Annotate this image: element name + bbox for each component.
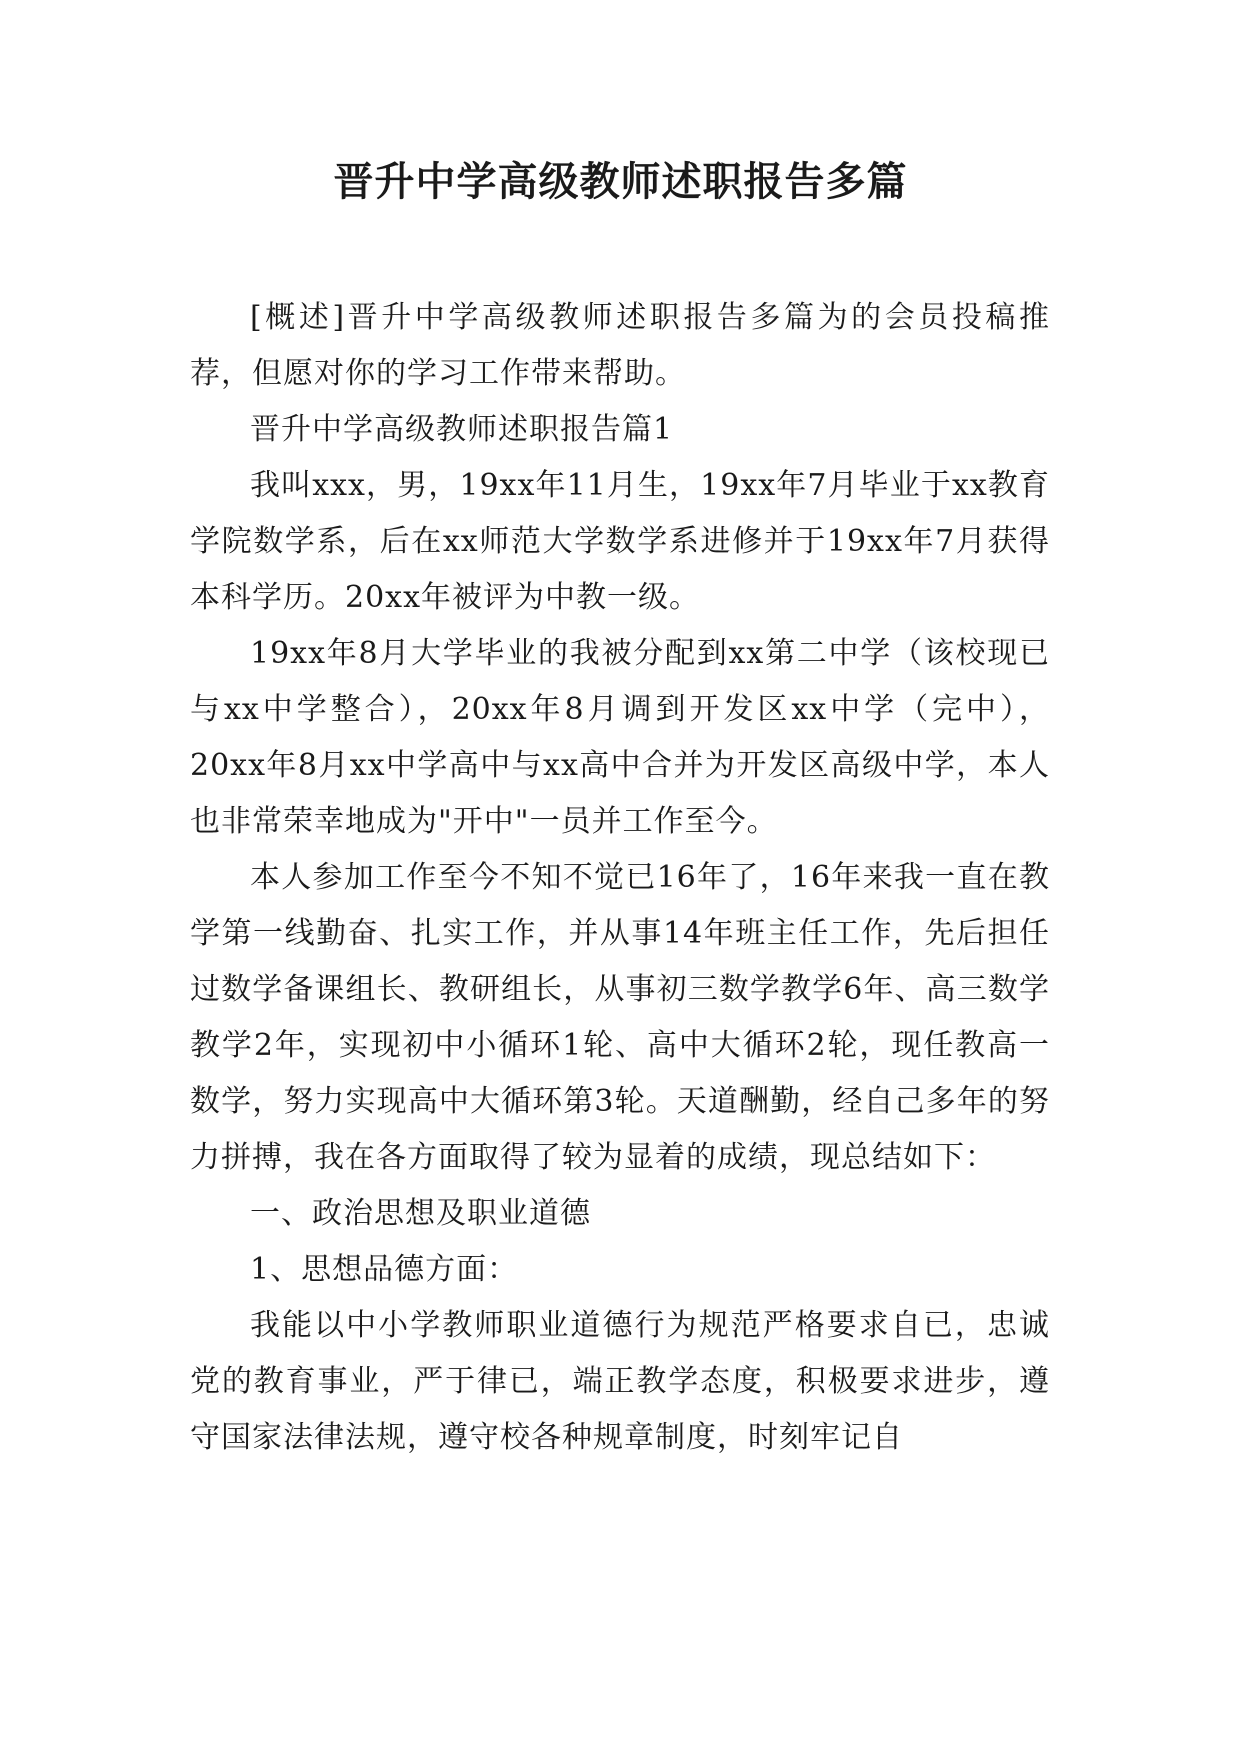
subheading-moral-character: 1、思想品德方面： [250,1252,519,1287]
paragraph-personal-info: 我叫xxx，男，19xx年11月生，19xx年7月毕业于xx教育学院数学系，后在xx师范大学数学系进修并于19xx年7月获得本科学历。20xx年被评为中教一级。 [190,468,1050,615]
document-title: 晋升中学高级教师述职报告多篇 [333,159,908,205]
paragraph-moral-character: 我能以中小学教师职业道德行为规范严格要求自已，忠诚党的教育事业，严于律已，端正教学态度，积极要求进步，遵守国家法律法规，遵守校各种规章制度，时刻牢记自 [190,1308,1050,1455]
paragraph-summary: [概述]晋升中学高级教师述职报告多篇为的会员投稿推荐，但愿对你的学习工作带来帮助。 [190,300,1050,391]
section-heading-part1: 晋升中学高级教师述职报告篇1 [250,412,674,447]
document-body [190,290,1050,1466]
paragraph-achievements: 本人参加工作至今不知不觉已16年了，16年来我一直在教学第一线勤奋、扎实工作，并从事14年班主任工作，先后担任过数学备课组长、教研组长，从事初三数学教学6年、高三数学教学2年，实现初中小循环1轮、高中大循环2轮，现任教高一数学，努力实现高中大循环第3轮。天道酬勤，经自己多年的努力拼搏，我在各方面取得了较为显着的成绩，现总结如下： [190,860,1050,1175]
section-heading-politics-ethics: 一、政治思想及职业道德 [250,1196,591,1231]
paragraph-work-history: 19xx年8月大学毕业的我被分配到xx第二中学（该校现已与xx中学整合），20xx年8月调到开发区xx中学（完中），20xx年8月xx中学高中与xx高中合并为开发区高级中学，本人也非常荣幸地成为"开中"一员并工作至今。 [190,636,1050,839]
